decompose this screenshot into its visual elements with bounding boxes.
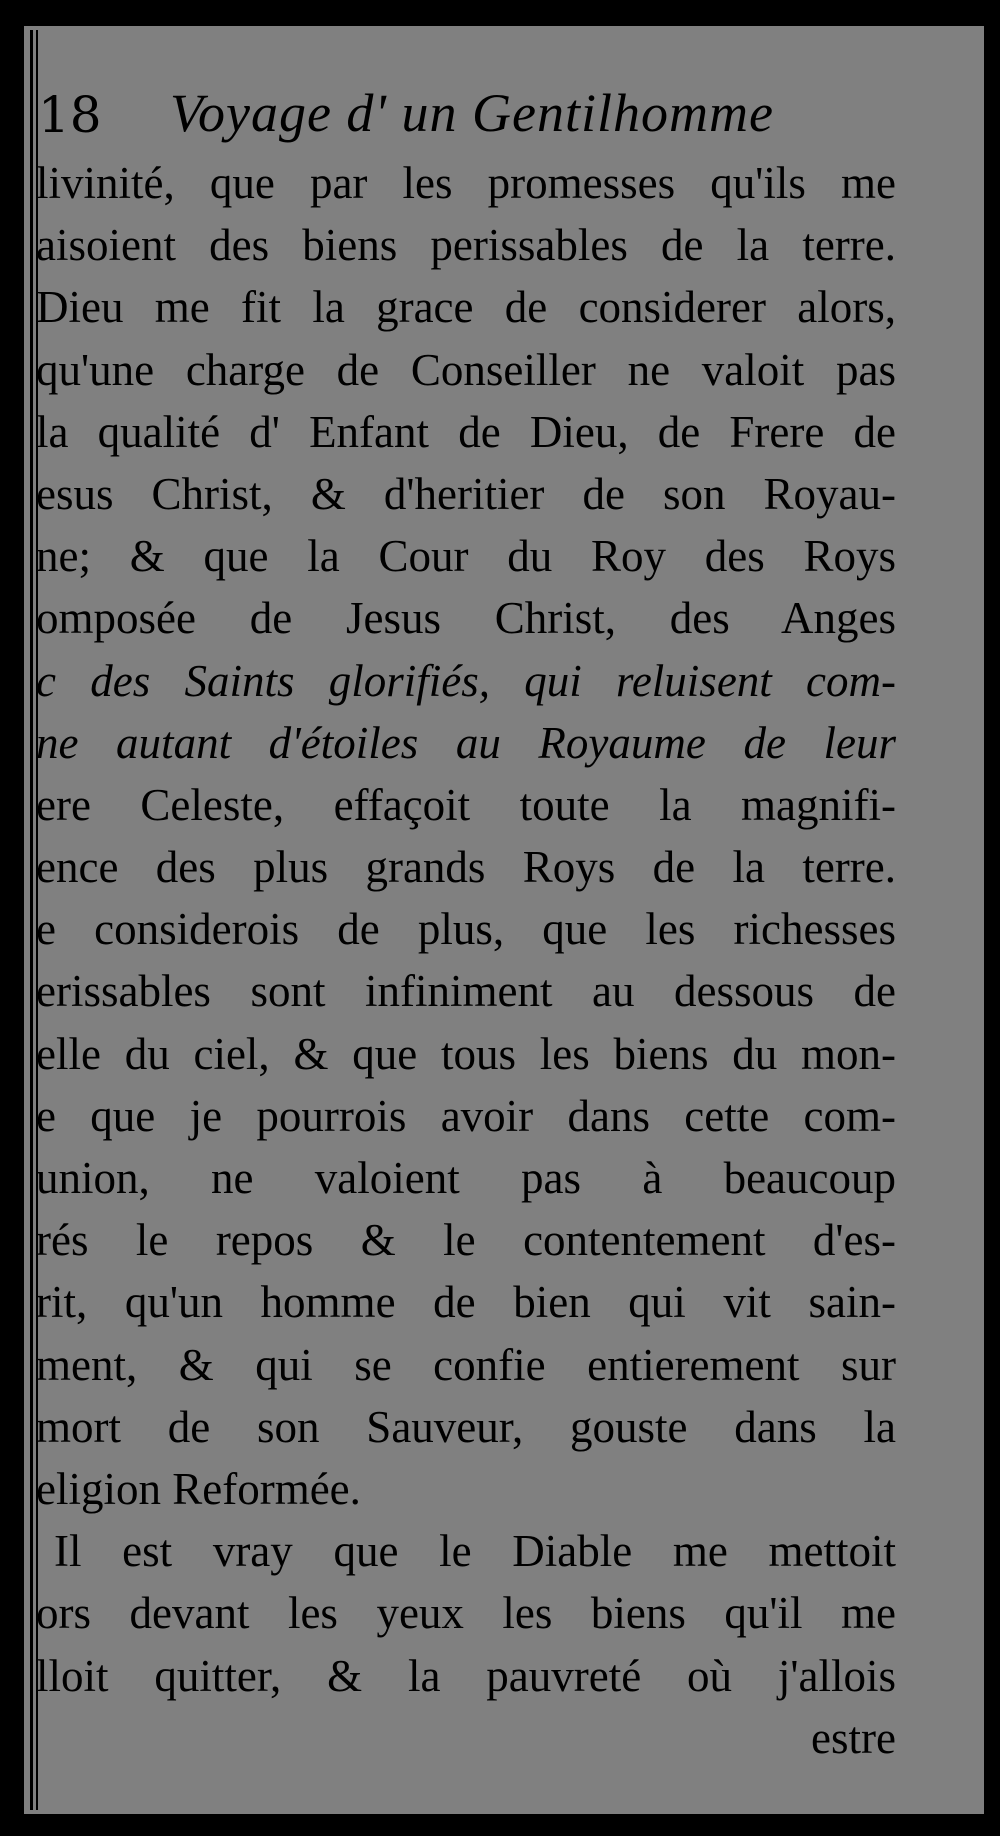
running-head [0, 82, 1000, 152]
text-line: elle du ciel, & que tous les biens du mon- [36, 1028, 896, 1079]
text-line: ne; & que la Cour du Roy des Roys [36, 531, 896, 582]
text-line: aisoient des biens perissables de la terre. [36, 220, 896, 271]
text-line: livinité, que par les promesses qu'ils me [36, 158, 896, 208]
text-line: ment, & qui se confie entierement sur [36, 1339, 896, 1390]
scan-border-right [984, 0, 1000, 1836]
scan-border-left [0, 0, 24, 1836]
text-line: lloit quitter, & la pauvreté où j'allois [36, 1650, 896, 1701]
text-line: mort de son Sauveur, gouste dans la [36, 1401, 896, 1452]
text-line: Dieu me fit la grace de considerer alors, [36, 282, 896, 333]
text-line: rés le repos & le contentement d'es- [36, 1215, 896, 1266]
text-line: e considerois de plus, que les richesses [36, 904, 896, 955]
page-number: 18 [38, 86, 102, 144]
text-line: omposée de Jesus Christ, des Anges [36, 593, 896, 644]
catchword: estre [811, 1712, 896, 1763]
text-line: ere Celeste, effaçoit toute la magnifi- [36, 779, 896, 830]
page-edge-line [30, 30, 33, 1810]
text-line: eligion Reformée. [36, 1463, 361, 1514]
scan-border-top [0, 0, 1000, 26]
running-title: Voyage d' un Gentilhomme [170, 83, 774, 143]
text-line: ence des plus grands Roys de la terre. [36, 842, 896, 893]
text-line: erissables sont infiniment au dessous de [36, 966, 896, 1017]
text-line: Il est vray que le Diable me mettoit [54, 1526, 896, 1577]
text-line-italic: c des Saints glorifiés, qui reluisent com- [36, 655, 896, 706]
scan-border-bottom [0, 1814, 1000, 1836]
body-text [36, 152, 896, 1769]
text-line: ors devant les yeux les biens qu'il me [36, 1588, 896, 1639]
text-line: e que je pourrois avoir dans cette com- [36, 1090, 896, 1141]
text-line: rit, qu'un homme de bien qui vit sain- [36, 1277, 896, 1328]
text-line: union, ne valoient pas à beaucoup [36, 1153, 896, 1203]
text-line: qu'une charge de Conseiller ne valoit pas [36, 344, 896, 395]
text-line: la qualité d' Enfant de Dieu, de Frere de [36, 406, 896, 457]
text-line-italic: ne autant d'étoiles au Royaume de leur [36, 717, 896, 768]
text-line: esus Christ, & d'heritier de son Royau- [36, 468, 896, 519]
